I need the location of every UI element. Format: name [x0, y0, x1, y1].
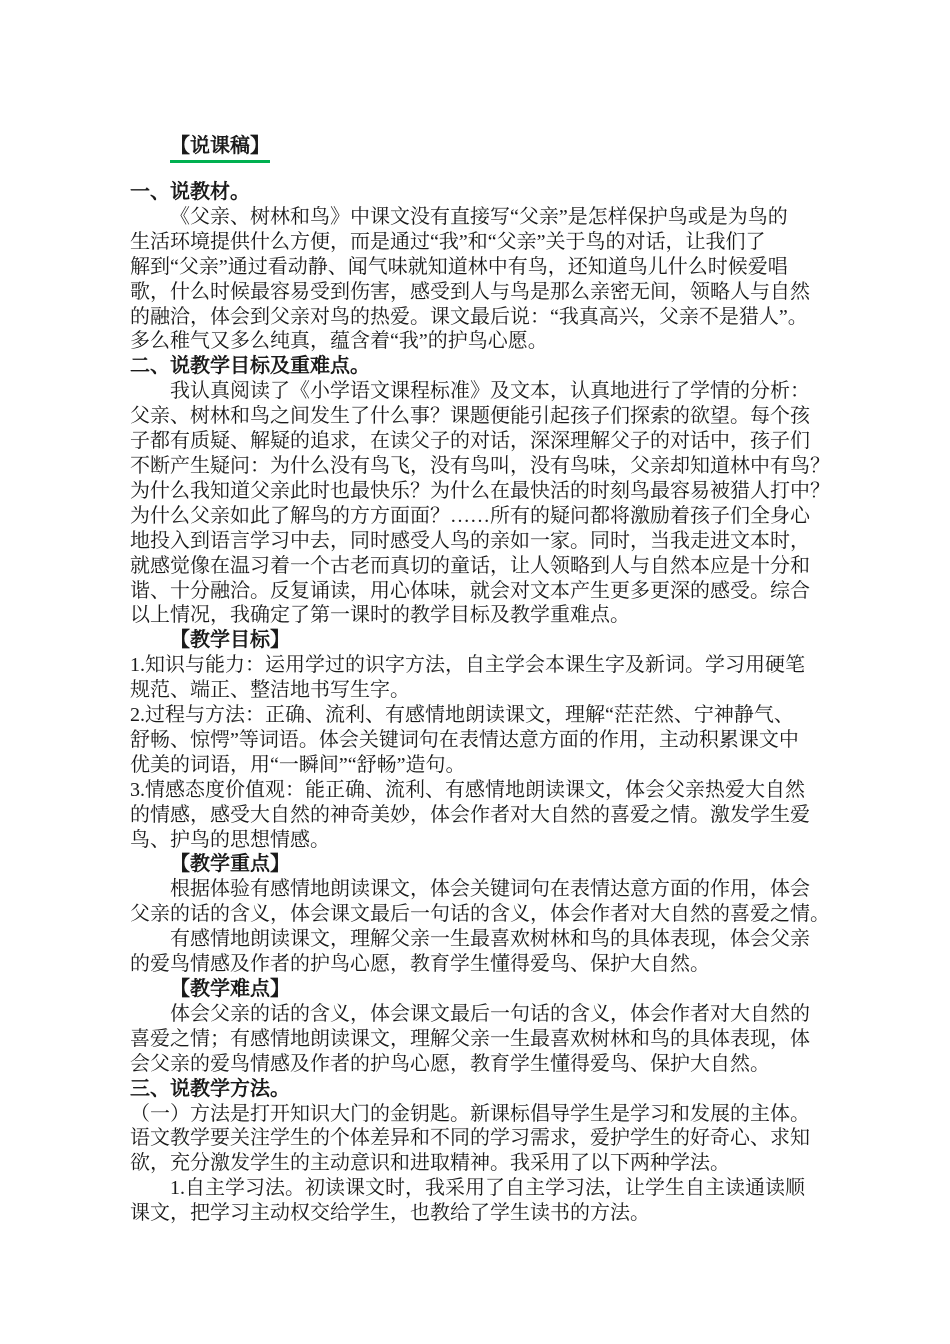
text-line: 父亲、树林和鸟之间发生了什么事？课题便能引起孩子们探索的欲望。每个孩	[130, 405, 810, 428]
heading-line: 一、说教材。	[130, 181, 250, 203]
text-line: 语文教学要关注学生的个体差异和不同的学习需求，爱护学生的好奇心、求知	[130, 1127, 810, 1150]
text-line: 《父亲、树林和鸟》中课文没有直接写“父亲”是怎样保护鸟或是为鸟的	[170, 205, 788, 228]
text-line: 解到“父亲”通过看动静、闻气味就知道林中有鸟，还知道鸟儿什么时候爱唱	[130, 255, 788, 278]
text-line: 不断产生疑问：为什么没有鸟飞，没有鸟叫，没有鸟味，父亲却知道林中有鸟？	[130, 454, 830, 477]
text-line: 1.自主学习法。初读课文时，我采用了自主学习法，让学生自主读通读顺	[170, 1177, 805, 1200]
text-line: （一）方法是打开知识大门的金钥匙。新课标倡导学生是学习和发展的主体。	[130, 1102, 810, 1125]
text-line: 地投入到语言学习中去，同时感受人鸟的亲如一家。同时，当我走进文本时，	[130, 529, 810, 552]
text-line: 的情感，感受大自然的神奇美妙，体会作者对大自然的喜爱之情。激发学生爱	[130, 803, 810, 826]
text-line: 2.过程与方法：正确、流利、有感情地朗读课文，理解“茫茫然、宁神静气、	[130, 704, 794, 727]
text-line: 多么稚气又多么纯真，蕴含着“我”的护鸟心愿。	[130, 330, 548, 353]
text-line: 有感情地朗读课文，理解父亲一生最喜欢树林和鸟的具体表现，体会父亲	[170, 928, 810, 951]
text-line: 的爱鸟情感及作者的护鸟心愿，教育学生懂得爱鸟、保护大自然。	[130, 953, 710, 976]
text-line: 优美的词语，用“一瞬间”“舒畅”造句。	[130, 753, 466, 776]
heading-line: 【教学重点】	[170, 853, 290, 876]
text-line: 鸟、护鸟的思想情感。	[130, 828, 330, 851]
heading-line: 【教学目标】	[170, 629, 290, 652]
heading-line: 二、说教学目标及重难点。	[130, 355, 370, 378]
heading-line: 【教学难点】	[170, 978, 290, 1000]
text-line: 会父亲的爱鸟情感及作者的护鸟心愿，教育学生懂得爱鸟、保护大自然。	[130, 1052, 770, 1075]
text-line: 我认真阅读了《小学语文课程标准》及文本，认真地进行了学情的分析：	[170, 380, 810, 403]
text-line: 就感觉像在温习着一个古老而真切的童话，让人领略到人与自然本应是十分和	[130, 554, 810, 577]
text-line: 以上情况，我确定了第一课时的教学目标及教学重难点。	[130, 604, 630, 627]
text-line: 体会父亲的话的含义，体会课文最后一句话的含义，体会作者对大自然的	[170, 1002, 810, 1025]
text-line: 为什么我知道父亲此时也最快乐？为什么在最快活的时刻鸟最容易被猎人打中？	[130, 479, 830, 502]
text-line: 根据体验有感情地朗读课文，体会关键词句在表情达意方面的作用，体会	[170, 878, 810, 901]
document-content	[130, 134, 830, 1226]
text-line: 3.情感态度价值观：能正确、流利、有感情地朗读课文，体会父亲热爱大自然	[130, 778, 805, 801]
text-line: 喜爱之情；有感情地朗读课文，理解父亲一生最喜欢树林和鸟的具体表现，体	[130, 1027, 810, 1050]
text-line: 舒畅、惊愕”等词语。体会关键词句在表情达意方面的作用，主动积累课文中	[130, 728, 799, 751]
text-line: 欲，充分激发学生的主动意识和进取精神。我采用了以下两种学法。	[130, 1152, 730, 1175]
document-title	[130, 134, 824, 163]
text-line: 子都有质疑、解疑的追求，在读父子的对话，深深理解父子的对话中，孩子们	[130, 430, 810, 453]
text-line: 规范、端正、整洁地书写生字。	[130, 679, 410, 702]
text-line: 为什么父亲如此了解鸟的方方面面？……所有的疑问都将激励着孩子们全身心	[130, 504, 810, 527]
text-line: 课文，把学习主动权交给学生，也教给了学生读书的方法。	[130, 1202, 650, 1225]
text-line: 谐、十分融洽。反复诵读，用心体味，就会对文本产生更多更深的感受。综合	[130, 579, 810, 602]
document-title-text: 【说课稿】	[170, 134, 270, 163]
text-line: 父亲的话的含义，体会课文最后一句话的含义，体会作者对大自然的喜爱之情。	[130, 903, 830, 926]
text-line: 歌，什么时候最容易受到伤害，感受到人与鸟是那么亲密无间，领略人与自然	[130, 280, 810, 303]
text-line: 的融洽，体会到父亲对鸟的热爱。课文最后说：“我真高兴，父亲不是猎人”。	[130, 305, 808, 328]
text-line: 1.知识与能力：运用学过的识字方法，自主学会本课生字及新词。学习用硬笔	[130, 654, 805, 677]
document-body	[130, 180, 830, 1226]
heading-line: 三、说教学方法。	[130, 1077, 290, 1100]
text-line: 生活环境提供什么方便，而是通过“我”和“父亲”关于鸟的对话，让我们了	[130, 230, 766, 253]
